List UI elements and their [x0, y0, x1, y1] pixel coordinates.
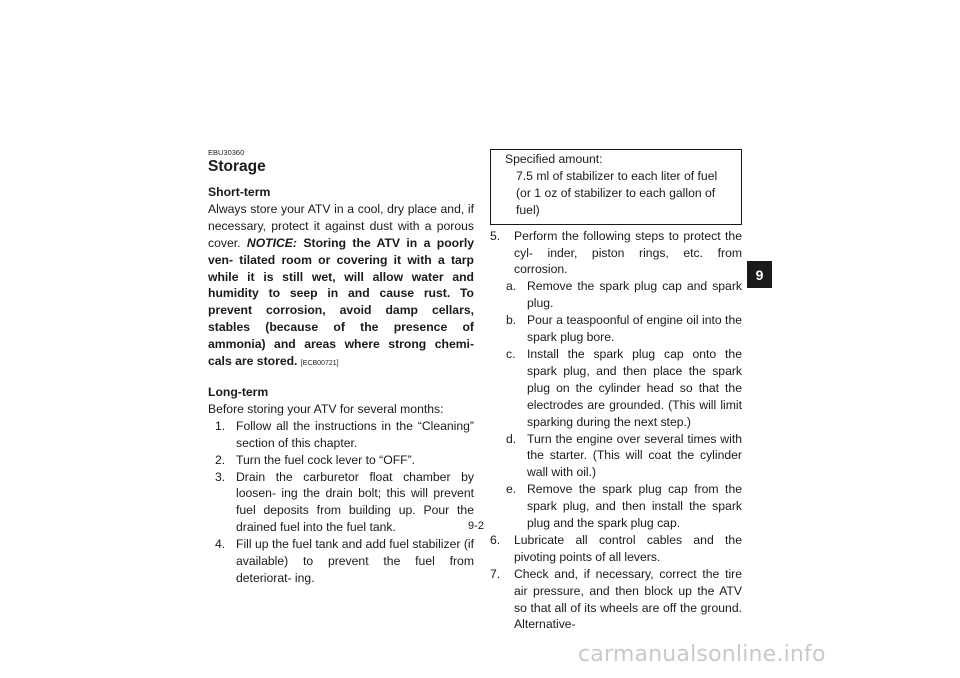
list-item [490, 532, 742, 566]
step-number: 7. [490, 566, 501, 581]
substep-text: Remove the spark plug cap from the spark plug, and then install the spark plug and the spark plug cap. [527, 482, 742, 531]
right-column [490, 149, 742, 633]
step-number: 5. [490, 228, 501, 243]
step-text: Drain the carburetor float chamber by loosen- ing the drain bolt; this will prevent fuel deposits from building up. Pour the drained fuel into the fuel tank. [236, 469, 474, 535]
list-item [215, 418, 474, 452]
long-term-intro: Before storing your ATV for several months: [208, 401, 444, 416]
list-item [490, 346, 742, 431]
list-item [215, 452, 474, 469]
step-number: 2. [215, 452, 226, 467]
step-text: Follow all the instructions in the “Cleaning” section of this chapter. [236, 418, 474, 450]
substep-text: Pour a teaspoonful of engine oil into the spark plug bore. [527, 313, 742, 345]
step-text: Turn the fuel cock lever to “OFF”. [236, 452, 416, 467]
spec-label: Specified amount: [505, 152, 603, 166]
list-item [215, 536, 474, 587]
substep-letter: a. [506, 279, 517, 294]
long-term-steps [208, 418, 474, 587]
step-number: 1. [215, 418, 226, 433]
step-number: 3. [215, 469, 226, 484]
list-item [490, 312, 742, 346]
substep-letter: b. [506, 313, 517, 328]
spec-value: 7.5 ml of stabilizer to each liter of fuel (or 1 oz of stabilizer to each gallon of fuel) [516, 168, 718, 217]
list-item [490, 278, 742, 312]
short-term-body: Always store your ATV in a cool, dry place and, if necessary, protect it against dust with a porous cover. [208, 201, 474, 250]
section-title: Storage [208, 158, 266, 175]
section-code: EBU30360 [208, 148, 245, 157]
page-number: 9-2 [468, 520, 484, 532]
step-text: Perform the following steps to protect the cyl- inder, piston rings, etc. from corrosion. [514, 228, 742, 277]
substep-text: Turn the engine over several times with the starter. (This will coat the cylinder wall with oil.) [527, 431, 742, 480]
spec-box [490, 149, 742, 225]
left-column [208, 148, 474, 587]
step-number: 6. [490, 532, 501, 547]
long-term-heading: Long-term [208, 384, 269, 399]
substep-letter: d. [506, 431, 517, 446]
notice-code: [ECB00721] [300, 360, 339, 368]
short-term-text [208, 201, 474, 370]
storage-steps-continued [490, 228, 742, 634]
short-term-heading: Short-term [208, 185, 271, 199]
watermark: carmanualsonline.info [578, 642, 826, 667]
substep-text: Install the spark plug cap onto the spark plug, and then place the spark plug on the cylinder head so that the electrodes are grounded. (This will limit sparking during the next step.) [527, 346, 742, 429]
substep-text: Remove the spark plug cap and spark plug. [527, 279, 742, 311]
substep-letter: e. [506, 482, 517, 497]
notice-label: NOTICE: [246, 235, 297, 250]
notice-text: Storing the ATV in a poorly ven- tilated room or covering it with a tarp while it is still wet, will allow water and humidity to seep in and cause rust. To prevent corrosion, avoid damp cellars, stables (because of the presence of ammonia) and areas where strong chemi- cals are stored. [208, 235, 475, 369]
substep-container [490, 278, 742, 532]
step-text: Fill up the fuel tank and add fuel stabilizer (if available) to prevent the fuel from deteriorat- ing. [236, 537, 474, 585]
list-item [490, 431, 742, 482]
chapter-tab: 9 [747, 261, 772, 288]
list-item [490, 481, 742, 532]
step-number: 4. [215, 537, 226, 552]
substeps [490, 278, 742, 532]
substep-letter: c. [506, 346, 516, 361]
step-text: Check and, if necessary, correct the tire air pressure, and then block up the ATV so that all of its wheels are off the ground. Alternative- [514, 566, 742, 632]
step-text: Lubricate all control cables and the pivoting points of all levers. [514, 532, 742, 564]
list-item [490, 228, 742, 279]
list-item [490, 566, 742, 634]
list-item [215, 469, 474, 537]
